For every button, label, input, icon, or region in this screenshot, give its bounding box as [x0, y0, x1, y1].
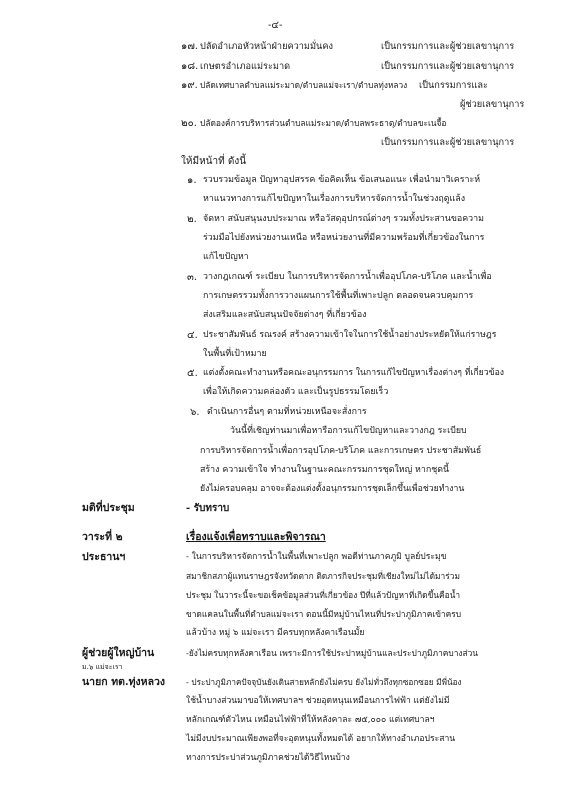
duty-line: แต่งตั้งคณะทำงานหรือคณะอนุกรรมการ ในการแก้ไขปัญหาเรื่องต่างๆ ที่เกี่ยวข้อง: [203, 368, 505, 378]
speech-line: สมาชิกสภาผู้แทนราษฎรจังหวัดตาก ติดภารกิจประชุมที่เชียงใหม่ไม่ได้มาร่วม: [186, 571, 460, 581]
member-role: เป็นกรรมการและ: [419, 80, 488, 91]
duties-heading: ให้มีหน้าที่ ดังนี้: [181, 156, 247, 167]
member-title: เกษตรอำเภอแม่ระมาด: [200, 61, 291, 72]
speaker-label: ผู้ช่วยผู้ใหญ่บ้าน: [82, 647, 155, 659]
resolution-label: มติที่ประชุม: [82, 502, 135, 514]
speech-line: - ประปาภูมิภาคปัจจุบันยังเดินสายหลักยังไม่ครบ ยังไม่ทั่วถึงทุกซอกซอย มีพี่น้อง: [186, 677, 462, 687]
duty-line: หาแนวทางการแก้ไขปัญหาในเรื่องการบริหารจัดการน้ำในช่วงฤดูแล้ง: [203, 194, 466, 204]
speech-line: หลักเกณฑ์ตัวไหน เหมือนไฟฟ้าที่ให้หลังคาละ ๗๕,๐๐๐ แต่เทศบาลฯ: [186, 715, 435, 725]
speech-line: - ในการบริหารจัดการน้ำในพื้นที่เพาะปลูก พอดีท่านภาคภูมิ บูลย์ประมุข: [186, 552, 447, 562]
duty-line: จัดหา สนับสนุนงบประมาณ หรือวัสดุอุปกรณ์ต่างๆ รวมทั้งประสานขอความ: [203, 214, 484, 224]
duty-number: ๖.: [190, 407, 200, 418]
speech-line: ใช้น้ำบางส่วนมาขอให้เทศบาลฯ ช่วยอุดหนุนเหมือนการไฟฟ้า แต่ยังไม่มี: [186, 696, 450, 706]
duty-line: การเกษตรรวมทั้งการวางแผนการใช้พื้นที่เพาะปลูก ตลอดจนควบคุมการ: [203, 291, 474, 301]
member-role: ผู้ช่วยเลขานุการ: [460, 99, 525, 110]
member-number: ๑๙.: [181, 80, 198, 91]
member-role: เป็นกรรมการและผู้ช่วยเลขานุการ: [381, 41, 515, 52]
speech-line: แล้วบ้าง หมู่ ๖ แม่จะเรา มีครบทุกหลังคาเรือนมั้ย: [186, 628, 365, 638]
duty-line: เพื่อให้เกิดความคล่องตัว และเป็นรูปธรรมโดยเร็ว: [203, 387, 389, 397]
speaker-sub-label: ม.๖ แม่จะเรา: [82, 663, 123, 671]
speech-line: ขาดแคลนในพื้นที่ตำบลแม่จะเรา ตอนนี้มีหมู่บ้านไหนที่ประปาภูมิภาคเข้าครบ: [186, 609, 462, 619]
speech-line: -ยังไม่ครบทุกหลังคาเรือน เพราะมีการใช้ประปาหมู่บ้านและประปาภูมิภาคบางส่วน: [186, 648, 479, 658]
duty-line: แก้ไขปัญหา: [203, 252, 249, 262]
duty-number: ๒.: [187, 214, 197, 225]
member-number: ๒๐.: [181, 118, 197, 129]
member-role: เป็นกรรมการและผู้ช่วยเลขานุการ: [381, 137, 515, 148]
agenda-label: วาระที่ ๒: [82, 531, 123, 543]
speaker-label: ประธานฯ: [82, 551, 126, 563]
paragraph-line: สร้าง ความเข้าใจ ทำงานในฐานะคณะกรรมการชุดใหญ่ หากชุดนี้: [200, 465, 450, 475]
duty-number: ๓.: [187, 272, 198, 283]
duty-number: ๑.: [187, 175, 197, 186]
speech-line: ไม่มีงบประมาณเพียงพอที่จะอุดหนุนทั้งหมดได้ อยากให้ทางอำเภอประสาน: [186, 734, 456, 744]
duty-line: วางกฎเกณฑ์ ระเบียบ ในการบริหารจัดการน้ำเพื่ออุปโภค-บริโภค และน้ำเพื่อ: [203, 272, 492, 282]
duty-line: ร่วมมือไปยังหน่วยงานเหนือ หรือหน่วยงานที่มีความพร้อมที่เกี่ยวข้องในการ: [203, 233, 485, 243]
duty-line: รวบรวมข้อมูล ปัญหาอุปสรรค ข้อคิดเห็น ข้อเสนอแนะ เพื่อนำมาวิเคราะห์: [203, 175, 481, 185]
member-title: ปลัดองค์การบริหารส่วนตำบลแม่ระมาด/ตำบลพระธาตุ/ตำบลขะเนจื้อ: [200, 118, 447, 128]
member-title: ปลัดเทศบาลตำบลแม่ระมาด/ตำบลแม่จะเรา/ตำบลทุ่งหลวง: [200, 80, 408, 90]
duty-number: ๕.: [187, 368, 198, 379]
member-title: ปลัดอำเภอหัวหน้าฝ่ายความมั่นคง: [200, 41, 333, 52]
paragraph-line: การบริหารจัดการน้ำเพื่อการอุปโภค-บริโภค และการเกษตร ประชาสัมพันธ์: [200, 446, 482, 456]
speech-line: ประชุม ในวาระนี้จะขอเช็คข้อมูลส่วนที่เกี่ยวข้อง ปีที่แล้วปัญหาที่เกิดขึ้นคือน้ำ: [186, 590, 461, 600]
duty-line: ในพื้นที่เป้าหมาย: [203, 349, 267, 359]
duty-line: ดำเนินการอื่นๆ ตามที่หน่วยเหนือจะสั่งการ: [207, 407, 367, 417]
duty-line: ประชาสัมพันธ์ รณรงค์ สร้างความเข้าใจในการใช้น้ำอย่างประหยัดให้แก่ราษฎร: [203, 330, 497, 340]
member-number: ๑๗.: [181, 41, 199, 52]
member-role: เป็นกรรมการและผู้ช่วยเลขานุการ: [381, 61, 515, 72]
paragraph-line: ยังไม่ครอบคลุม อาจจะต้องแต่งตั้งอนุกรรมการชุดเล็กขึ้นเพื่อช่วยทำงาน: [200, 484, 465, 494]
page-number: -๔-: [268, 20, 283, 31]
speaker-label: นายก ทต.ทุ่งหลวง: [82, 676, 166, 688]
resolution-text: - รับทราบ: [186, 503, 230, 514]
duty-number: ๔.: [187, 330, 198, 341]
agenda-title: เรื่องแจ้งเพื่อทราบและพิจารณา: [186, 531, 326, 543]
member-number: ๑๘.: [181, 61, 199, 72]
paragraph-line: วันนี้ที่เชิญท่านมาเพื่อหารือการแก้ไขปัญหาและวางกฎ ระเบียบ: [230, 426, 467, 436]
speech-line: ทางการประปาส่วนภูมิภาคช่วยได้วิธีไหนบ้าง: [186, 753, 350, 763]
duty-line: ส่งเสริมและสนับสนุนปัจจัยต่างๆ ที่เกี่ยวข้อง: [203, 310, 367, 320]
